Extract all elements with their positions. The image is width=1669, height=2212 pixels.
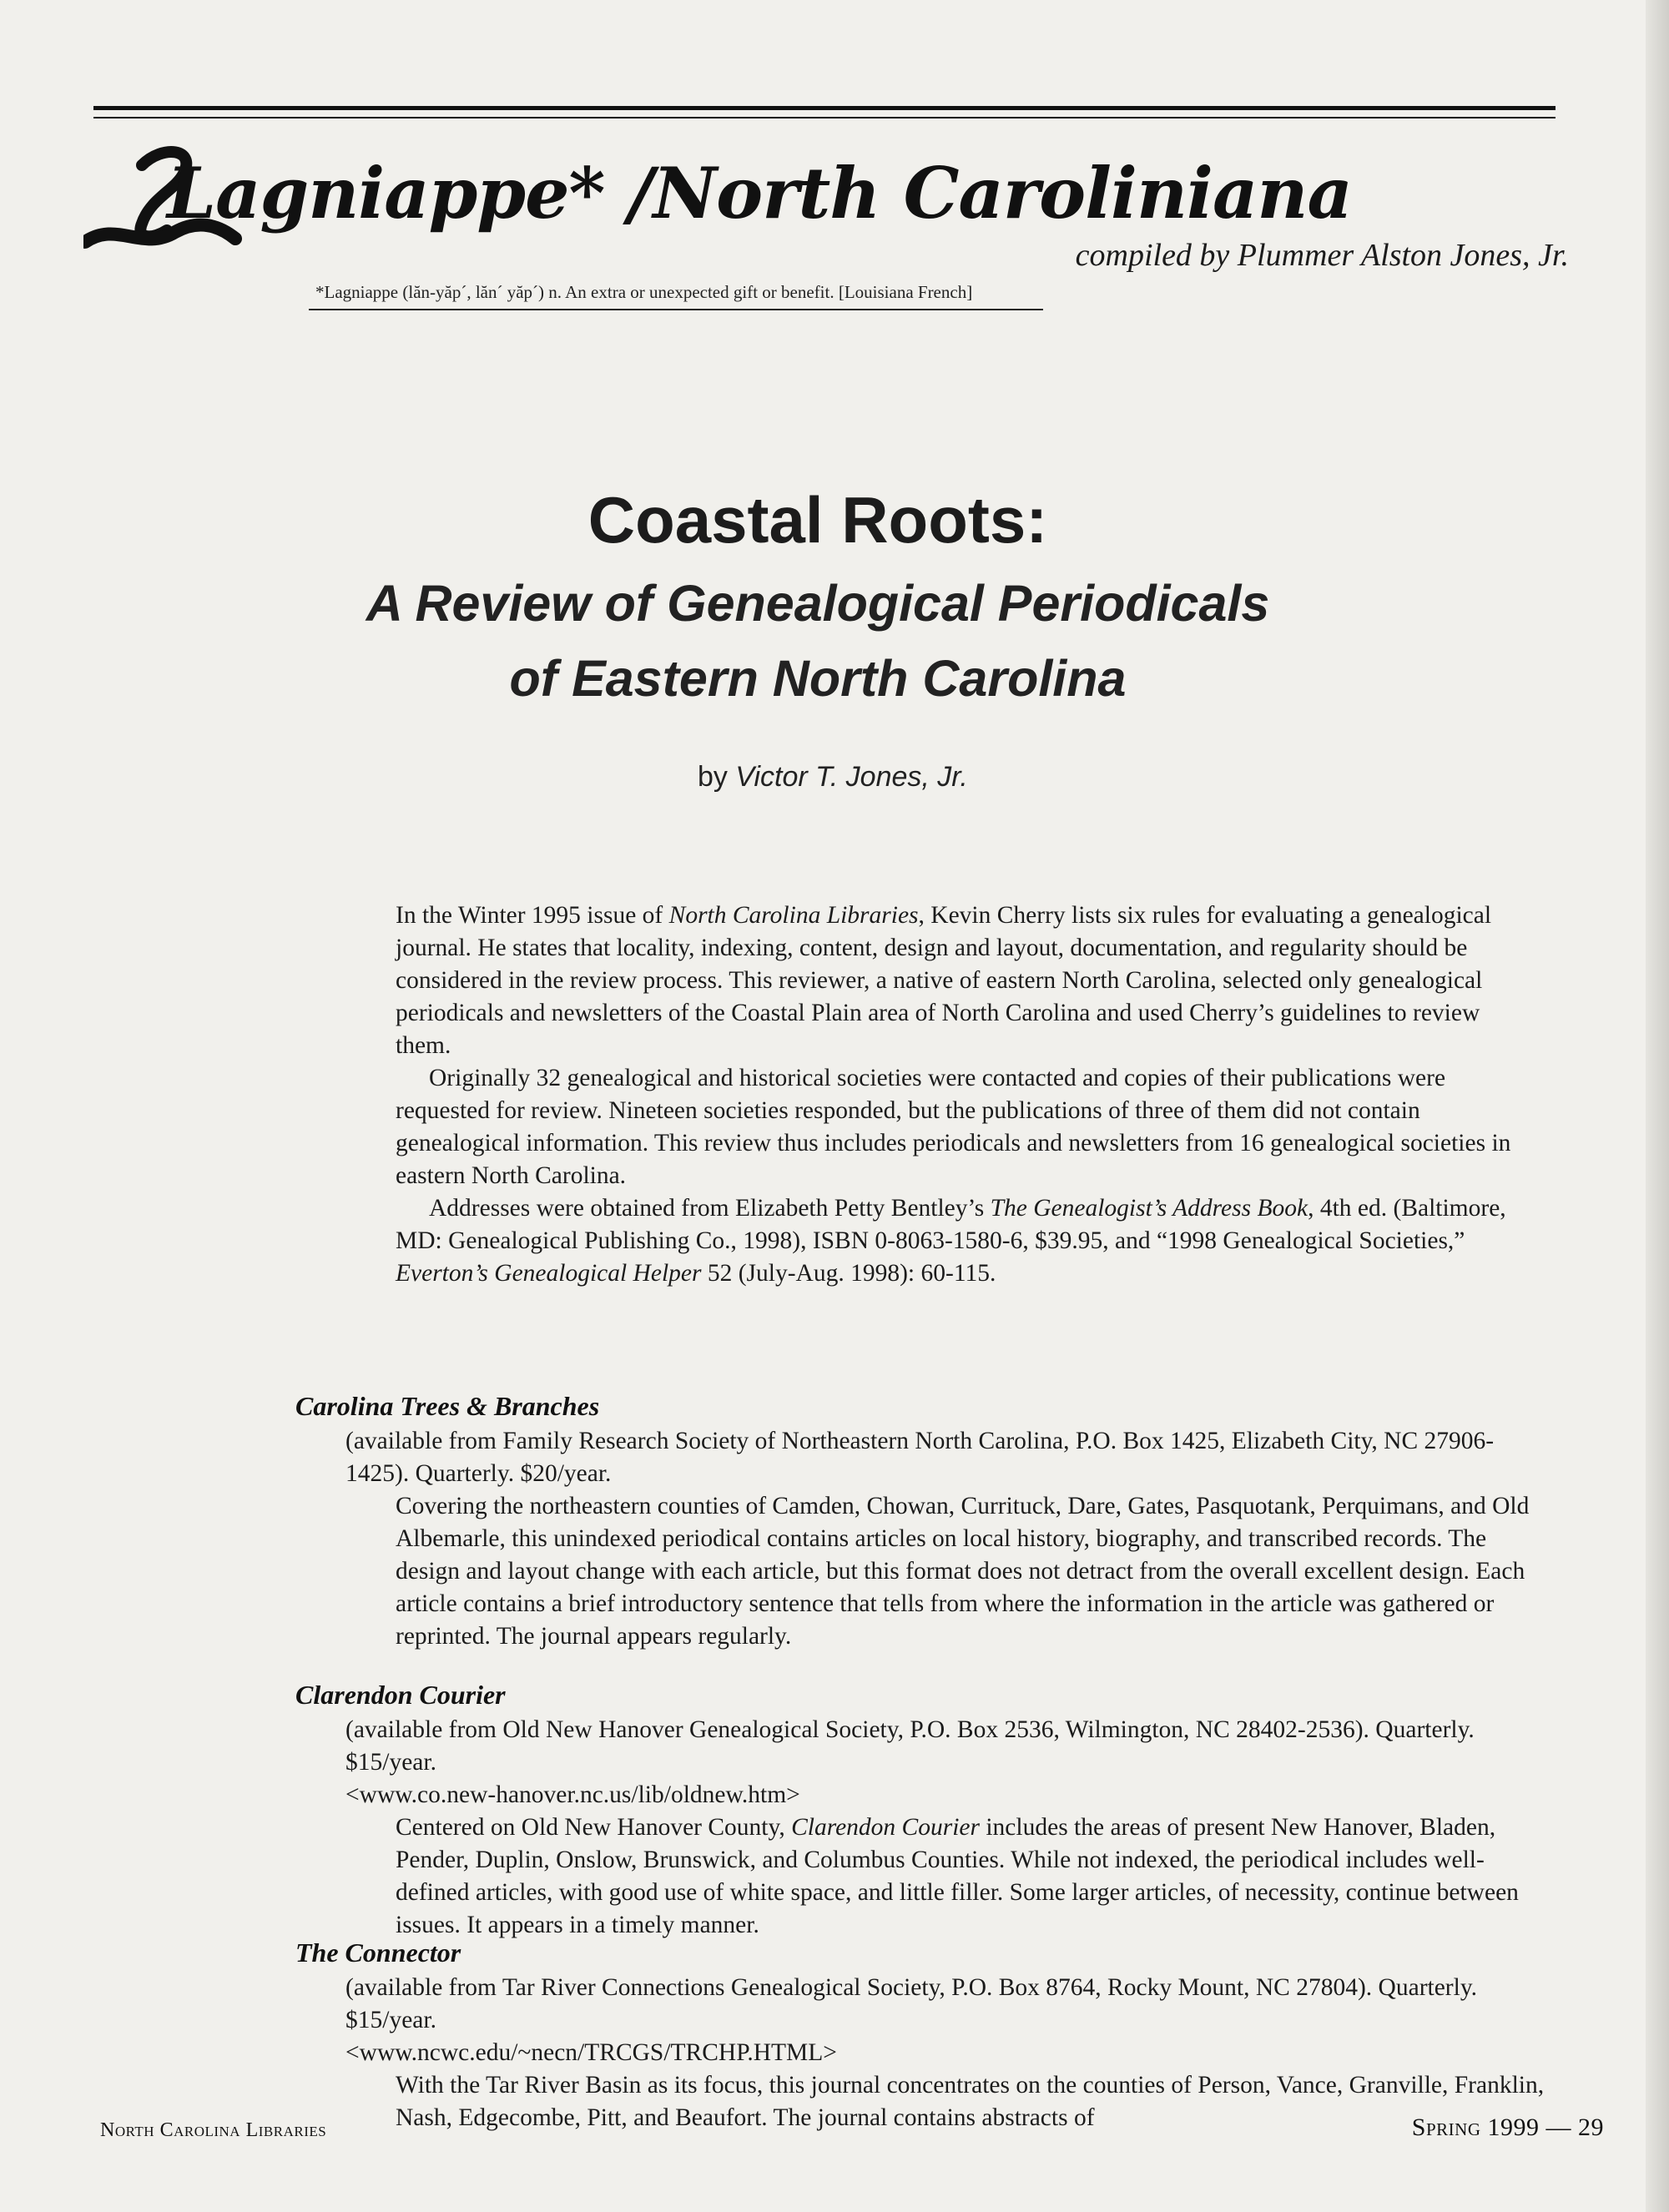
masthead-title: Lagniappe* /North Caroliniana — [167, 152, 1352, 234]
entry-description: Covering the northeastern counties of Camden, Chowan, Currituck, Dare, Gates, Pasquotank, Perquimans, and Old Albemarle, this unindexed periodical contains articles on local history, biography, and transcribed records. The design and layout change with each article, but this format does not detract from the overall excellent design. Each article contains a brief introductory sentence that tells from where the information in the article was gathered or reprinted. The journal appears regularly. — [396, 1493, 1530, 1650]
top-rule-thin — [93, 117, 1556, 118]
entry-url: <www.co.new-hanover.nc.us/lib/oldnew.htm> — [345, 1781, 800, 1808]
entry-body — [345, 1714, 1547, 1942]
footer-page-number: Spring 1999 — 29 — [1411, 2114, 1604, 2141]
lagniappe-definition: *Lagniappe (lăn-yăp´, lăn´ yăp´) n. An extra or unexpected gift or benefit. [Louisiana French] — [315, 282, 973, 302]
entry-title: The Connector — [295, 1937, 461, 1968]
article-subtitle-line2: of Eastern North Carolina — [509, 650, 1127, 707]
byline-author: Victor T. Jones, Jr. — [735, 761, 968, 793]
entry-url: <www.ncwc.edu/~necn/TRCGS/TRCHP.HTML> — [345, 2039, 837, 2066]
byline-prefix: by — [698, 761, 728, 793]
article-subtitle-line1: A Review of Genealogical Periodicals — [366, 575, 1270, 632]
entry-body — [345, 1972, 1547, 2134]
entry-body — [345, 1425, 1547, 1653]
intro-paragraph-1: In the Winter 1995 issue of North Carolina Libraries, Kevin Cherry lists six rules for evaluating a genealogical journal. He states that locality, indexing, content, design and layout, documentation, and regularity should be considered in the review process. This reviewer, a native of eastern North Carolina, selected only genealogical periodicals and newsletters of the Coastal Plain area of North Carolina and used Cherry’s guidelines to review them. — [396, 902, 1492, 1059]
entry-description: With the Tar River Basin as its focus, this journal concentrates on the counties of Person, Vance, Granville, Franklin, Nash, Edgecombe, Pitt, and Beaufort. The journal contains abstracts of — [396, 2072, 1545, 2131]
page-edge-shadow — [1646, 0, 1669, 2212]
entry-title: Clarendon Courier — [295, 1680, 506, 1710]
entry-availability: (available from Tar River Connections Genealogical Society, P.O. Box 8764, Rocky Mount, NC 27804). Quarterly. $15/year. — [345, 1974, 1478, 2033]
intro-paragraph-2: Originally 32 genealogical and historical societies were contacted and copies of their publications were requested for review. Nineteen societies responded, but the publications of three of them did not contain genealogical information. This review thus includes periodicals and newsletters from 16 genealogical societies in eastern North Carolina. — [396, 1065, 1511, 1189]
entry-title: Carolina Trees & Branches — [295, 1391, 600, 1421]
footer-publication: North Carolina Libraries — [100, 2119, 327, 2141]
byline — [698, 761, 968, 794]
top-rule-thick — [93, 106, 1556, 110]
intro-text — [396, 899, 1539, 1290]
intro-paragraph-3: Addresses were obtained from Elizabeth Petty Bentley’s The Genealogist’s Address Book, 4th ed. (Baltimore, MD: Genealogical Publishing Co., 1998), ISBN 0-8063-1580-6, $39.95, and “1998 Genealogical Societies,” Everton’s Genealogical Helper 52 (July-Aug. 1998): 60-115. — [396, 1195, 1506, 1287]
article-title: Coastal Roots: — [587, 483, 1048, 557]
compiled-by: compiled by Plummer Alston Jones, Jr. — [1075, 238, 1569, 273]
definition-rule — [309, 309, 1043, 310]
entry-availability: (available from Family Research Society of Northeastern North Carolina, P.O. Box 1425, Elizabeth City, NC 27906-1425). Quarterly. $20/year. — [345, 1428, 1495, 1487]
entry-availability: (available from Old New Hanover Genealogical Society, P.O. Box 2536, Wilmington, NC 28402-2536). Quarterly. $15/year. — [345, 1716, 1475, 1776]
entry-description: Centered on Old New Hanover County, Clarendon Courier includes the areas of present New Hanover, Bladen, Pender, Duplin, Onslow, Brunswick, and Columbus Counties. While not indexed, the periodical includes well-defined articles, with good use of white space, and little filler. Some larger articles, of necessity, continue between issues. It appears in a timely manner. — [396, 1814, 1519, 1938]
